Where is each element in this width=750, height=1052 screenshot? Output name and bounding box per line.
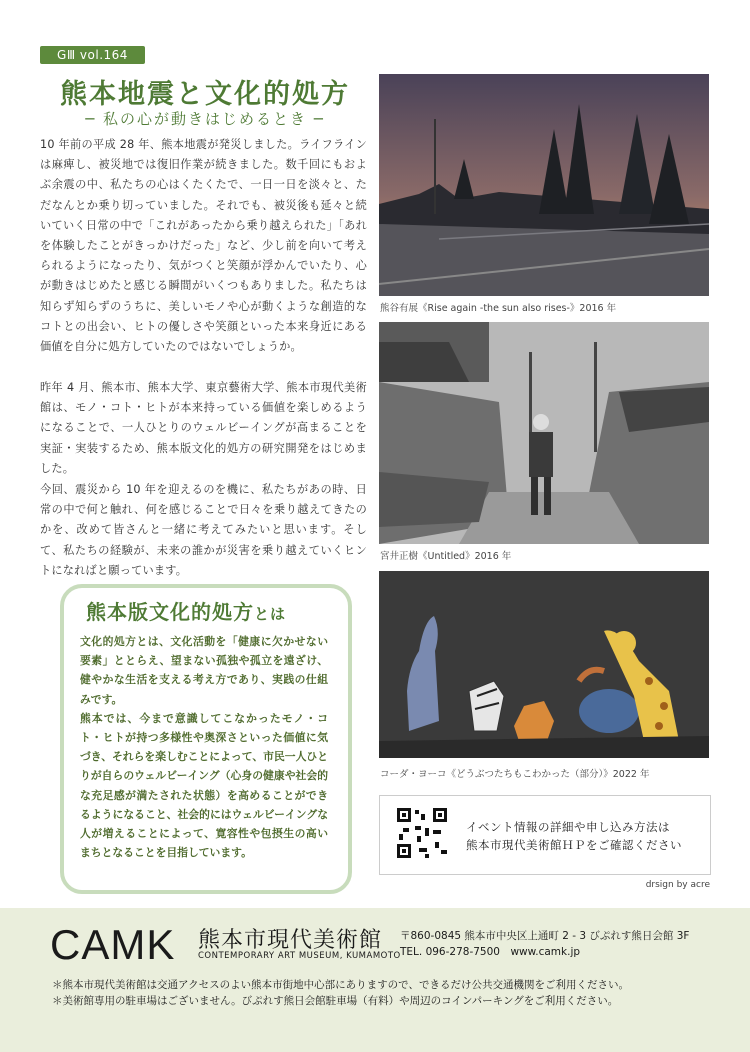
- definition-text-2: 熊本では、今まで意識してこなかったモノ・コト・ヒトが持つ多様性や奥深さといった価値に気づき、それらを楽しむことによって、市民一人ひとりが自らのウェルビーイング（心身の健康や社会的な充足感が満たされた状態）を高めることができるようになること、社会的にはウェルビーイングな人が増えることによって、寛容性や包摂生の高いまちとなることを目指しています。: [80, 711, 328, 860]
- issue-badge: GⅢ vol.164: [40, 46, 145, 64]
- qr-code-icon[interactable]: [395, 806, 449, 860]
- museum-name-jp: 熊本市現代美術館: [198, 928, 383, 953]
- camk-logo: CAMK: [50, 921, 176, 968]
- page-title: 熊本地震と文化的処方: [60, 79, 350, 110]
- event-info-text: [466, 818, 682, 854]
- definition-box-title: 熊本版文化的処方とは: [86, 600, 287, 624]
- painting-animals: [379, 571, 709, 758]
- photo-sunset-road: [379, 74, 709, 296]
- footer-note-1: ＊熊本市現代美術館は交通アクセスのよい熊本市街地中心部にありますので、できるだけ公共交通機関をご利用ください。: [52, 979, 629, 991]
- intro-paragraph-2: 昨年 4 月、熊本市、熊本大学、東京藝術大学、熊本市現代美術館は、モノ・コト・ヒトが本来持っている価値を楽しめるようになることで、一人ひとりのウェルビーイングが高まることを実証・実装するため、熊本版文化的処方の研究開発をはじめました。: [40, 381, 367, 475]
- intro-paragraph-1: 10 年前の平成 28 年、熊本地震が発災しました。ライフラインは麻痺し、被災地では復旧作業が続きました。数千回にもおよぶ余震の中、私たちの心はくたくたで、一日一日を淡々と、ただなんとか乗り切っていました。それでも、被災後も延々と続いていく日常の中で「これがあったから乗り越えられた」「あれを体験したことがきっかけだった」など、少し前を向いて考えられるようになったり、気がつくと笑顔が浮かんでいたり、心が動きはじめたと感じる瞬間がいくつもありました。私たちは知らず知らずのうちに、美しいモノや心が動くような創造的なコトとの出会い、ヒトの優しさや笑顔といった本来身近にある価値を自分に処方していたのではないでしょうか。: [40, 138, 367, 354]
- design-credit: drsign by acre: [645, 880, 710, 890]
- definition-box-text: [80, 632, 328, 862]
- museum-contact: TEL. 096-278-7500 www.camk.jp: [400, 946, 581, 958]
- page-subtitle: ─ 私の心が動きはじめるとき ─: [85, 110, 325, 128]
- photo-collapsed-houses: [379, 322, 709, 544]
- info-line-2: 熊本市現代美術館ＨＰをご確認ください: [466, 838, 682, 852]
- photo-caption-2: 宮井正樹《Untitled》2016 年: [380, 551, 512, 562]
- photo-caption-1: 熊谷有展《Rise again -the sun also rises-》2016 年: [380, 303, 617, 314]
- intro-paragraph-3: 今回、震災から 10 年を迎えるのを機に、私たちがあの時、日常の中で何と触れ、何を感じることで日々を乗り越えてきたのかを、改めて皆さんと一緒に考えてみたいと思います。そして、私たちの経験が、未来の誰かが災害を乗り越えていくヒントになればと願っています。: [40, 483, 367, 577]
- photo-caption-3: コーダ・ヨーコ《どうぶつたちもこわかった（部分）》2022 年: [380, 769, 650, 780]
- info-line-1: イベント情報の詳細や申し込み方法は: [466, 820, 670, 834]
- footer-note-2: ＊美術館専用の駐車場はございません。びぷれす熊日会館駐車場（有料）や周辺のコインパーキングをご利用ください。: [52, 995, 619, 1007]
- museum-name-en: CONTEMPORARY ART MUSEUM, KUMAMOTO: [198, 951, 401, 961]
- definition-text-1: 文化的処方とは、文化活動を「健康に欠かせない要素」ととらえ、望まない孤独や孤立を遠ざけ、健やかな生活を支える考え方であり、実践の仕組みです。: [80, 635, 328, 706]
- museum-address: 〒860-0845 熊本市中央区上通町 2 - 3 びぷれす熊日会館 3F: [400, 930, 690, 942]
